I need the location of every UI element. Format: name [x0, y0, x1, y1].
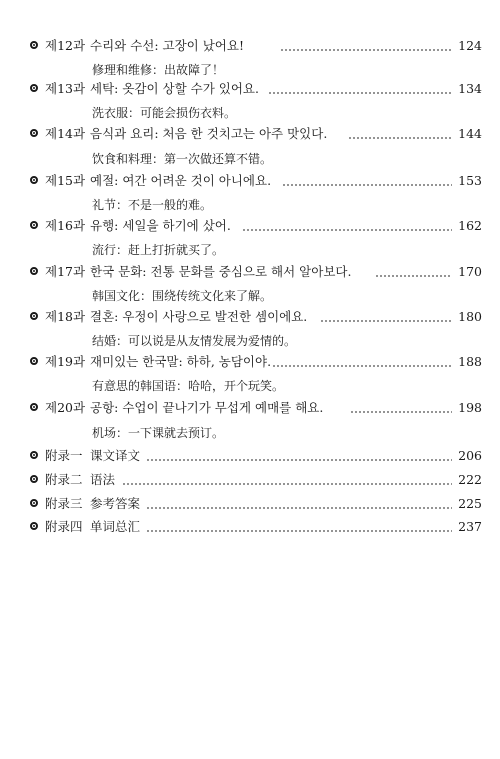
dot-leader [280, 49, 452, 51]
appendix-label: 附录四 [45, 519, 83, 534]
lesson-subtitle: 洗衣服：可能会损伤衣料。 [92, 106, 237, 120]
bullet-icon [30, 41, 38, 49]
dot-leader [146, 507, 452, 509]
page-number: 222 [458, 472, 482, 487]
dot-leader [348, 137, 452, 139]
lesson-subtitle: 有意思的韩国语：哈哈，开个玩笑。 [92, 379, 285, 393]
lesson-number: 제15과 [45, 173, 86, 188]
page-number: 170 [458, 264, 482, 279]
appendix-title: 课文译文 [90, 448, 141, 463]
page-number: 237 [458, 519, 482, 534]
toc-entry-lesson-20[interactable] [30, 400, 482, 418]
lesson-number: 제18과 [45, 309, 86, 324]
bullet-icon [30, 475, 38, 483]
toc-entry-lesson-18[interactable] [30, 309, 482, 327]
bullet-icon [30, 499, 38, 507]
bullet-icon [30, 403, 38, 411]
appendix-label: 附录二 [45, 472, 83, 487]
dot-leader [375, 275, 452, 277]
lesson-number: 제13과 [45, 81, 86, 96]
lesson-title: 결혼: 우정이 사랑으로 발전한 셈이에요. [90, 309, 308, 324]
lesson-title: 재미있는 한국말: 하하, 농담이야. [90, 354, 272, 369]
appendix-label: 附录三 [45, 496, 83, 511]
lesson-title: 예절: 여간 어려운 것이 아니에요. [90, 173, 272, 188]
dot-leader [146, 530, 452, 532]
lesson-subtitle: 韩国文化：围绕传统文化来了解。 [92, 289, 273, 303]
lesson-number: 제19과 [45, 354, 86, 369]
page-number: 124 [458, 38, 482, 53]
bullet-icon [30, 267, 38, 275]
appendix-title: 语法 [90, 472, 116, 487]
appendix-title: 参考答案 [90, 496, 141, 511]
lesson-subtitle: 饮食和料理：第一次做还算不错。 [92, 152, 273, 166]
dot-leader [242, 229, 452, 231]
toc-entry-lesson-16[interactable] [30, 218, 482, 236]
page-number: 134 [458, 81, 482, 96]
dot-leader [350, 411, 452, 413]
lesson-number: 제14과 [45, 126, 86, 141]
lesson-subtitle: 结婚：可以说是从友情发展为爱情的。 [92, 334, 297, 348]
page-number: 153 [458, 173, 482, 188]
bullet-icon [30, 176, 38, 184]
toc-entry-lesson-19[interactable] [30, 354, 482, 372]
toc-entry-appendix-4[interactable] [30, 519, 482, 537]
toc-entry-appendix-3[interactable] [30, 496, 482, 514]
page-number: 162 [458, 218, 482, 233]
toc-entry-appendix-2[interactable] [30, 472, 482, 490]
bullet-icon [30, 312, 38, 320]
bullet-icon [30, 357, 38, 365]
lesson-title: 수리와 수선: 고장이 났어요! [90, 38, 244, 53]
dot-leader [146, 459, 452, 461]
lesson-title: 한국 문화: 전통 문화를 중심으로 해서 알아보다. [90, 264, 352, 279]
dot-leader [268, 92, 452, 94]
bullet-icon [30, 221, 38, 229]
lesson-number: 제12과 [45, 38, 86, 53]
toc-entry-lesson-12[interactable] [30, 38, 482, 56]
page-number: 188 [458, 354, 482, 369]
page-number: 198 [458, 400, 482, 415]
dot-leader [320, 320, 452, 322]
toc-entry-lesson-13[interactable] [30, 81, 482, 99]
dot-leader [282, 184, 452, 186]
appendix-label: 附录一 [45, 448, 83, 463]
appendix-title: 单词总汇 [90, 519, 141, 534]
bullet-icon [30, 522, 38, 530]
page-number: 180 [458, 309, 482, 324]
lesson-subtitle: 流行：赶上打折就买了。 [92, 243, 225, 257]
lesson-number: 제20과 [45, 400, 86, 415]
lesson-number: 제16과 [45, 218, 86, 233]
toc-entry-lesson-17[interactable] [30, 264, 482, 282]
bullet-icon [30, 84, 38, 92]
lesson-subtitle: 机场：一下课就去预订。 [92, 426, 225, 440]
bullet-icon [30, 451, 38, 459]
lesson-title: 유행: 세일을 하기에 샀어. [90, 218, 231, 233]
bullet-icon [30, 129, 38, 137]
page-number: 225 [458, 496, 482, 511]
dot-leader [272, 365, 452, 367]
toc-entry-appendix-1[interactable] [30, 448, 482, 466]
page-number: 206 [458, 448, 482, 463]
lesson-subtitle: 修理和维修：出故障了！ [92, 63, 225, 77]
dot-leader [122, 483, 452, 485]
lesson-title: 세탁: 옷감이 상할 수가 있어요. [90, 81, 259, 96]
lesson-subtitle: 礼节：不是一般的难。 [92, 198, 213, 212]
toc-entry-lesson-14[interactable] [30, 126, 482, 144]
lesson-number: 제17과 [45, 264, 86, 279]
lesson-title: 공항: 수업이 끝나기가 무섭게 예매를 해요. [90, 400, 324, 415]
page-number: 144 [458, 126, 482, 141]
toc-entry-lesson-15[interactable] [30, 173, 482, 191]
lesson-title: 음식과 요리: 처음 한 것치고는 아주 맛있다. [90, 126, 328, 141]
